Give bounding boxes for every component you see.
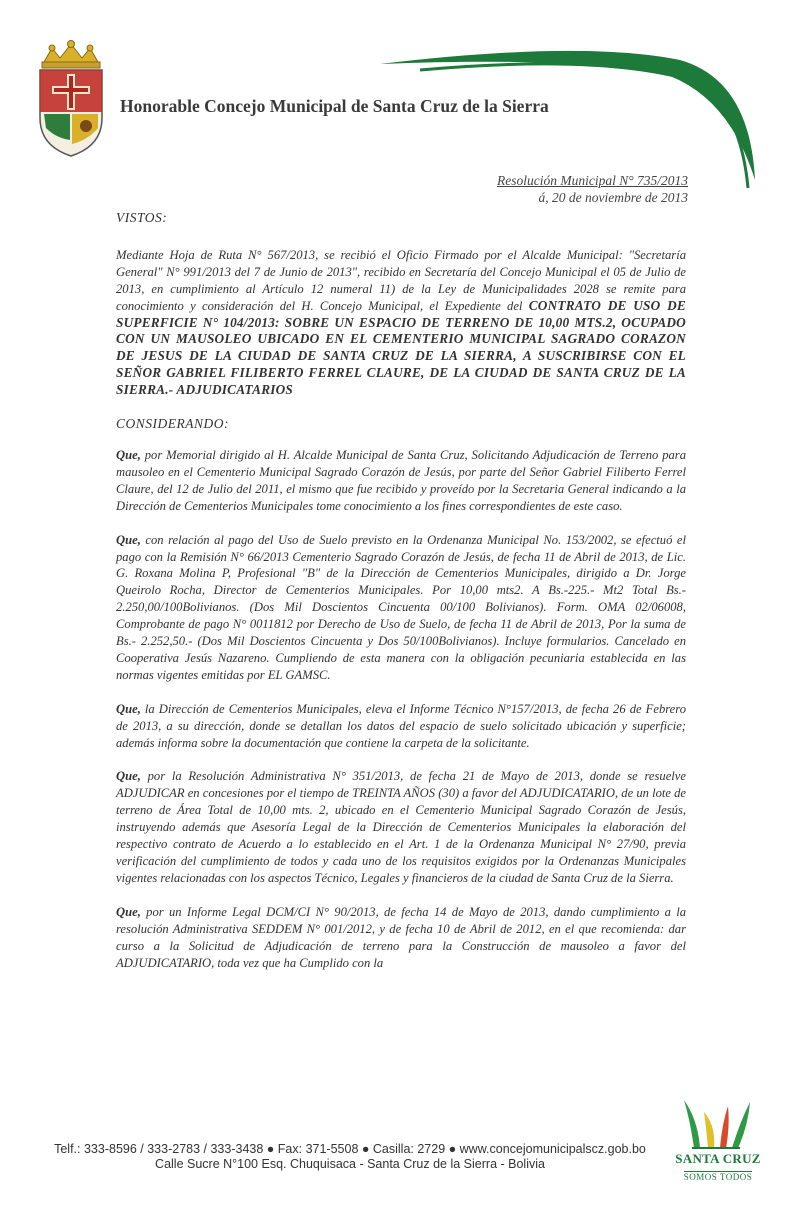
que-label: Que, <box>116 532 141 547</box>
considerando-paragraph <box>116 701 686 752</box>
logo-slogan: SOMOS TODOS <box>683 1172 753 1182</box>
vistos-intro: Mediante Hoja de Ruta N° 567/2013, se recibió el Oficio Firmado por el Alcalde Municipal: "Secretaría General" N° 991/2013 del 7 de Junio de 2013", recibido en Secretaría del Concejo Municipal el 05 de Julio de 2013, en cumplimiento al Artículo 12 numeral 11) de la Ley de Municipalidades 2028 se remite para conocimiento y consideración del H. Concejo Municipal, el Expediente del <box>116 247 686 313</box>
vistos-paragraph <box>116 247 686 399</box>
considerando-heading: CONSIDERANDO: <box>116 416 229 432</box>
que-label: Que, <box>116 701 141 716</box>
logo-text <box>668 1151 768 1185</box>
paragraph-text: por la Resolución Administrativa N° 351/2013, de fecha 21 de Mayo de 2013, donde se resuelve ADJUDICAR en concesiones por el tiempo de TREINTA AÑOS (30) a favor del ADJUDICATARIO, de un lote de terreno de Área Total de 10,00 mts. 2, ubicado en el Cementerio Municipal Sagrado Corazón de Jesús, instruyendo además que Asesoría Legal de la Dirección de Cementerios Municipales la elaboración del respectivo contrato de Acuerdo a lo establecido en el Art. 1 de la Ordenanza Municipal N° 27/90, previa verificación del cumplimiento de todos y cada uno de los requisitos exigidos por la Ordenanzas Municipales vigentes relacionadas con los aspectos Técnico, Legales y financieros de la ciudad de Santa Cruz de la Sierra. <box>116 769 686 885</box>
que-label: Que, <box>116 904 141 919</box>
footer-contact: Telf.: 333-8596 / 333-2783 / 333-3438 ● Fax: 371-5508 ● Casilla: 2729 ● www.concejomunicipalscz.gob.bo <box>54 1142 646 1156</box>
que-label: Que, <box>116 769 141 784</box>
considerando-paragraph <box>116 447 686 515</box>
paragraph-text: con relación al pago del Uso de Suelo previsto en la Ordenanza Municipal No. 153/2002, se efectuó el pago con la Remisión N° 66/2013 Cementerio Sagrado Corazón de Jesús, de fecha 11 de Abril de 2013, de Lic. G. Roxana Molina P, Profesional "B" de la Dirección de Cementerios Municipales, dirigido a Dr. Jorge Queirolo Rocha, Director de Cementerios Municipales. Por 10,00 mts2. A Bs.-225.- Mt2 Total Bs.- 2.250,00/100Bolivianos. (Dos Mil Doscientos Cincuenta 00/100 Bolivianos). Form. OMA 02/06008, Comprobante de pago N° 0011812 por Derecho de Uso de Suelo, de fecha 11 de Abril de 2013, Por la suma de Bs.- 2.252,50.- (Dos Mil Doscientos Cincuenta y Dos 50/100Bolivianos). Incluye formularios. Cancelado en Cooperativa Jesús Nazareno. Cumpliendo de esta manera con la obligación pecuniaria establecida en las normas vigentes emitidas por EL GAMSC. <box>116 532 686 682</box>
considerando-paragraph <box>116 904 686 972</box>
vistos-contract-title: CONTRATO DE USO DE SUPERFICIE N° 104/2013: SOBRE UN ESPACIO DE TERRENO DE 10,00 MTS.2, OCUPADO CON UN MAUSOLEO UBICADO EN EL CEMENTERIO MUNICIPAL SAGRADO CORAZON DE JESUS DE LA CIUDAD DE SANTA CRUZ DE LA SIERRA, A SUSCRIBIRSE CON EL SEÑOR GABRIEL FILIBERTO FERREL CLAURE, DE LA CIUDAD DE SANTA CRUZ DE LA SIERRA.- ADJUDICATARIOS <box>116 297 686 398</box>
footer-address: Calle Sucre N°100 Esq. Chuquisaca - Santa Cruz de la Sierra - Bolivia <box>155 1157 545 1171</box>
paragraph-text: la Dirección de Cementerios Municipales, eleva el Informe Técnico N°157/2013, de fecha 26 de Febrero de 2013, a su dirección, donde se detallan los datos del espacio de suelo solicitado ubicación y superficie; además informa sobre la documentación que contiene la carpeta de la solicitante. <box>116 701 686 750</box>
resolution-block <box>497 172 688 206</box>
page-footer <box>40 1142 660 1172</box>
considerando-paragraph <box>116 768 686 886</box>
logo-name: SANTA CRUZ <box>675 1151 761 1166</box>
vistos-heading: VISTOS: <box>116 210 168 225</box>
municipal-crest-icon <box>34 40 108 160</box>
paragraph-text: por un Informe Legal DCM/CI N° 90/2013, de fecha 14 de Mayo de 2013, dando cumplimiento a la resolución Administrativa SEDDEM N° 001/2012, y de fecha 10 de Abril de 2012, en el que recomienda: dar curso a la Solicitud de Adjudicación de terreno para la Construcción de mausoleo a favor del ADJUDICATARIO, toda vez que ha Cumplido con la <box>116 904 686 970</box>
document-body <box>116 210 686 988</box>
resolution-date: á, 20 de noviembre de 2013 <box>538 190 688 205</box>
considerando-paragraph <box>116 532 686 684</box>
resolution-number: Resolución Municipal N° 735/2013 <box>496 173 688 188</box>
que-label: Que, <box>116 447 141 462</box>
paragraph-text: por Memorial dirigido al H. Alcalde Municipal de Santa Cruz, Solicitando Adjudicación de Terreno para mausoleo en el Cementerio Municipal Sagrado Corazón de Jesús, por parte del Señor Gabriel Filiberto Ferrel Claure, del 12 de Julio del 2011, el mismo que fue recibido y proveído por la Secretaria General indicando a la Dirección de Cementerios Municipales tome conocimiento a los fines correspondientes de este caso. <box>116 447 686 513</box>
organization-title: Honorable Concejo Municipal de Santa Cruz de la Sierra <box>120 96 549 116</box>
